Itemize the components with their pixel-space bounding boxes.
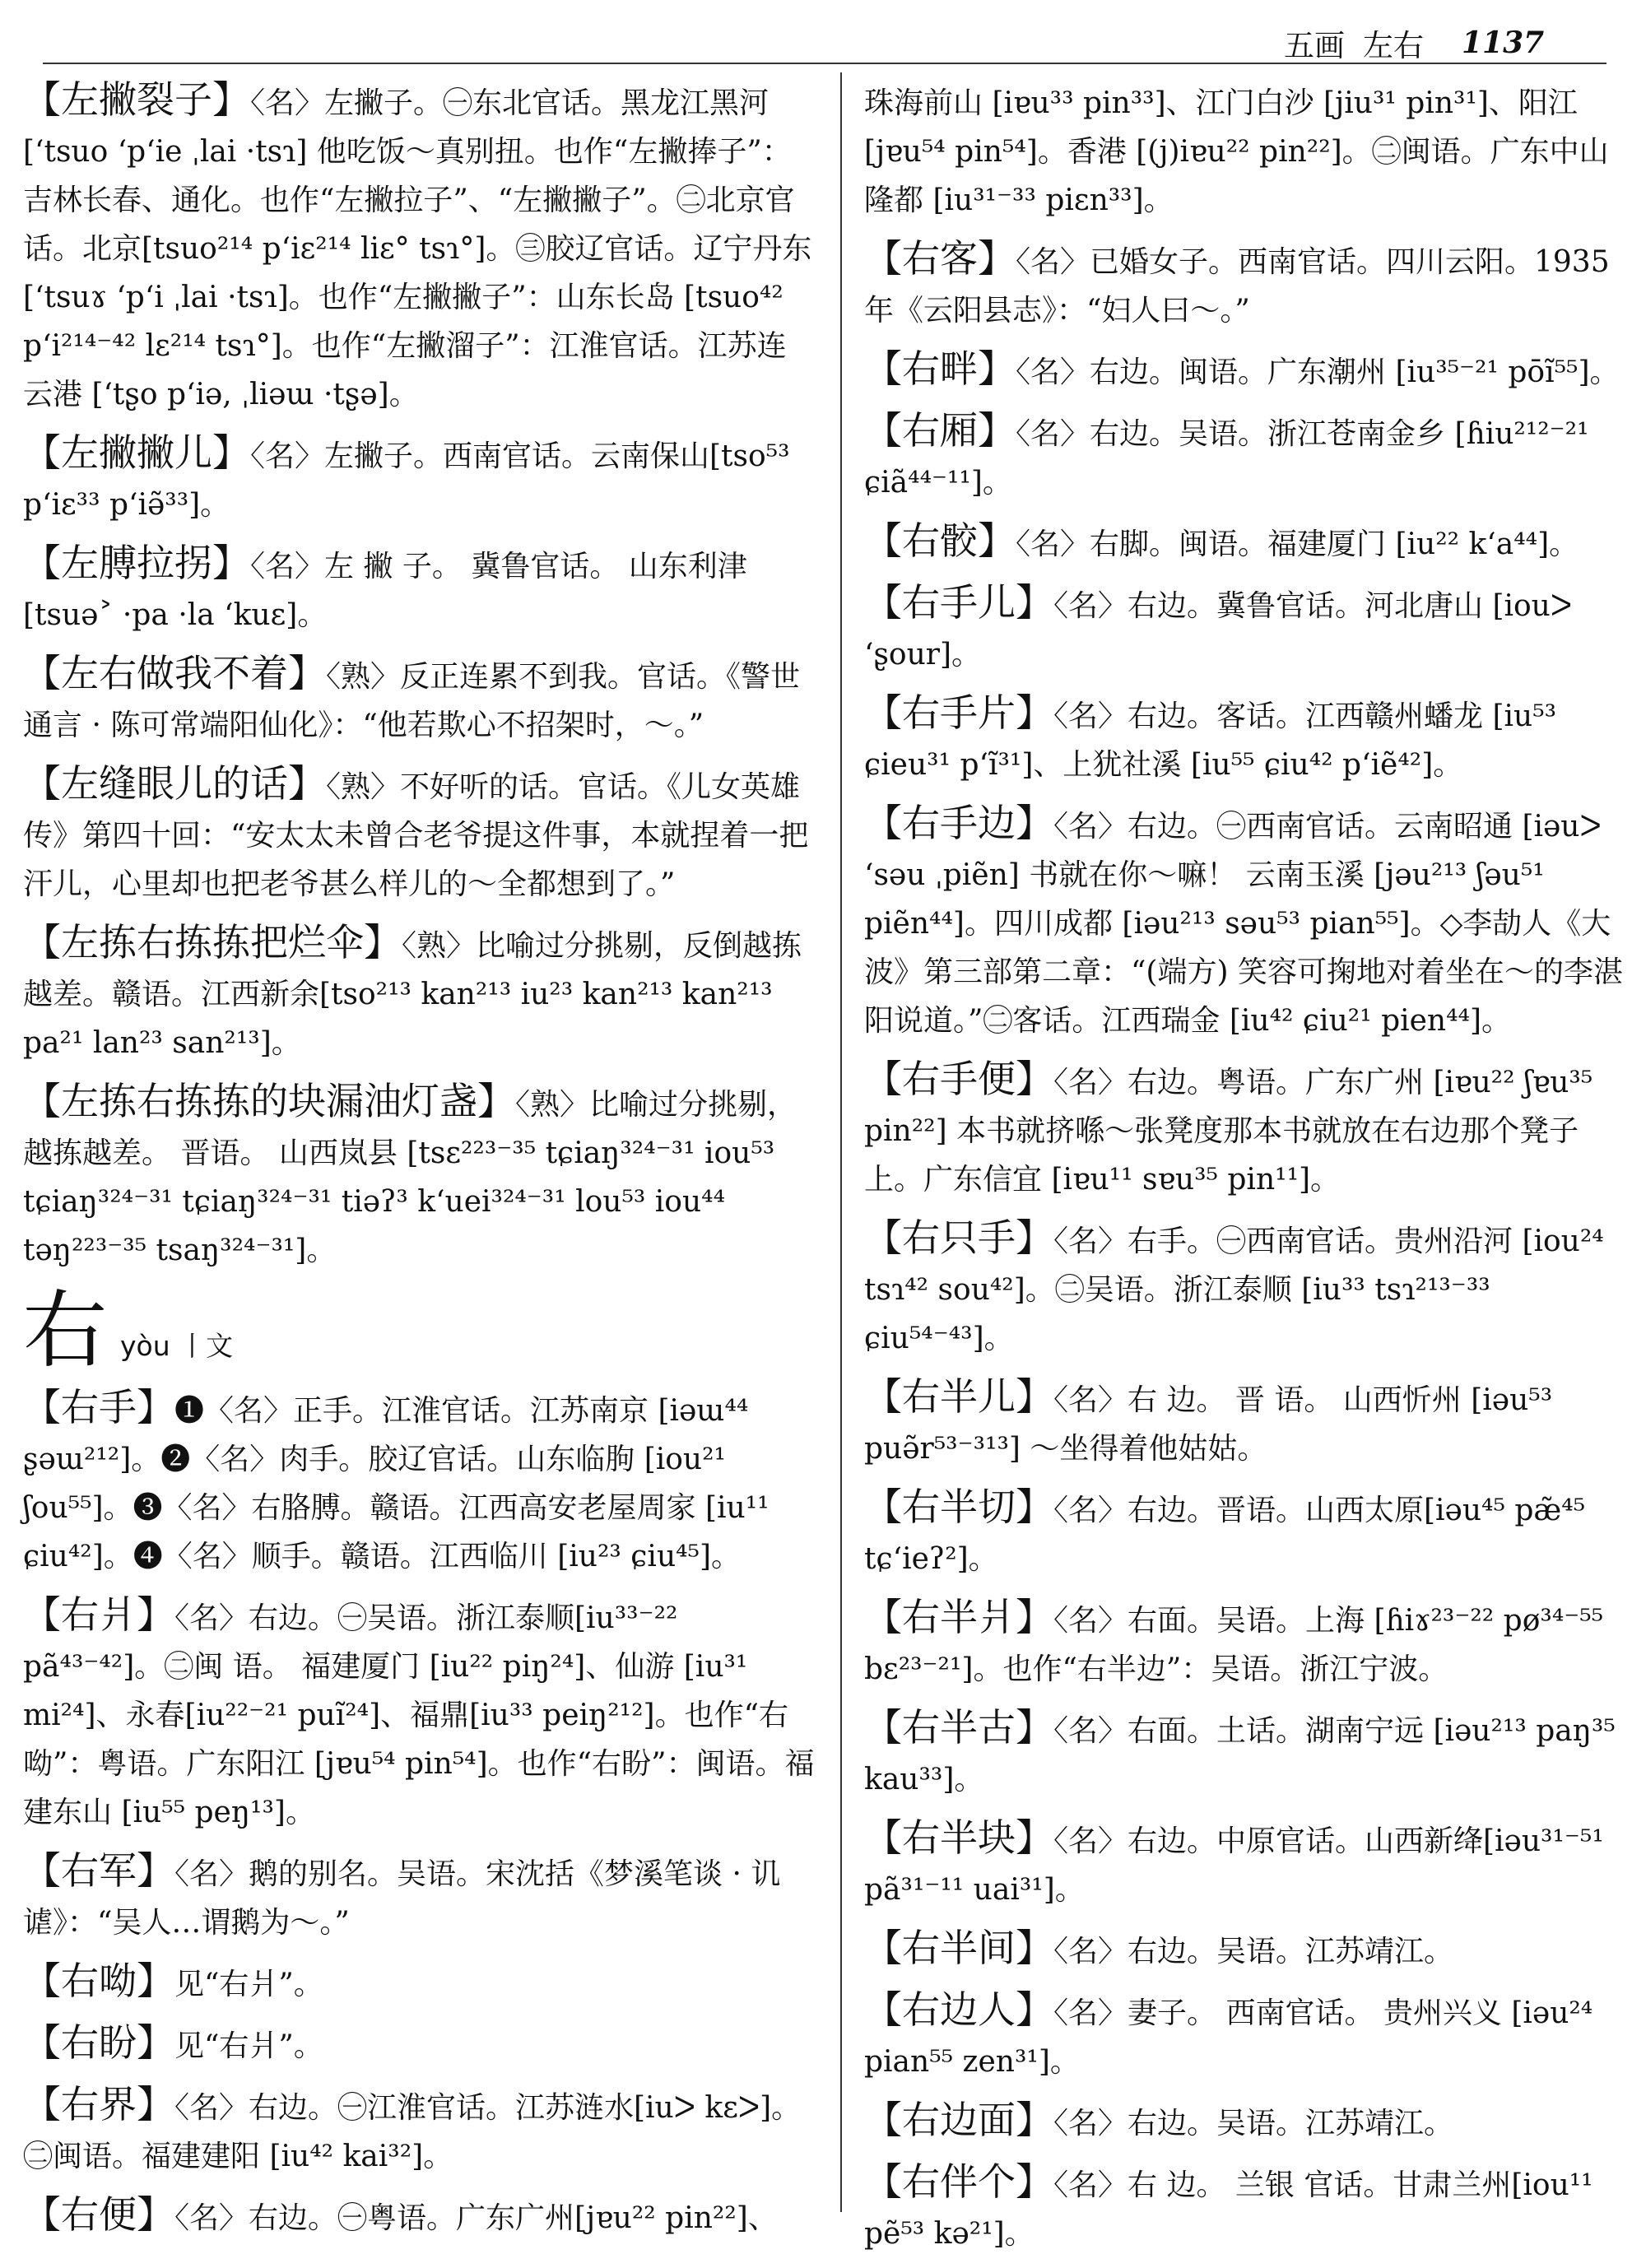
left-column [23,76,815,2252]
dictionary-entry [23,2191,815,2242]
entry-headword: 【左撇撇儿】 [23,430,250,475]
entry-headword: 【右畔】 [864,346,1016,391]
dictionary-entry [864,235,1634,335]
entry-headword: 【右伴个】 [864,2159,1053,2204]
entry-definition: 〈名〉右边。中原官话。山西新绛[iəu³¹⁻⁵¹ pã³¹⁻¹¹ uai³¹]。 [864,1824,1604,1907]
entry-definition: 〈名〉已婚女子。西南官话。四川云阳。1935年《云阳县志》：“妇人曰～。” [864,245,1610,328]
entry-headword: 【右客】 [864,236,1016,281]
entry-headword: 【右爿】 [23,1592,174,1637]
entry-headword: 【右军】 [23,1848,174,1893]
entry-headword: 【右半儿】 [864,1374,1053,1419]
dictionary-entry [864,1214,1634,1363]
dictionary-entry [23,1957,815,2009]
entry-definition: 〈名〉右 边。 晋 语。 山西忻州 [iəu⁵³ puə̃r⁵³⁻³¹³] ～坐得着他姑姑。 [864,1383,1553,1466]
entry-headword: 【右便】 [23,2192,174,2237]
entry-definition: 〈名〉妻子。 西南官话。 贵州兴义 [iəu²⁴ pian⁵⁵ zen³¹]。 [864,1996,1593,2079]
dictionary-entry [23,649,815,750]
dictionary-entry [864,689,1634,789]
dictionary-entry [23,2080,815,2181]
dictionary-entry [864,799,1634,1045]
page-number: 1137 [1462,26,1545,60]
dictionary-entry [23,2019,815,2070]
entry-headword: 【右半爿】 [864,1595,1053,1639]
entry-definition: 〈名〉右边。㊀西南官话。云南昭通 [iəuᐳ ʻsəu ˌpiẽn] 书就在你～嘛！ 云南玉溪 [jəu²¹³ ʃəu⁵¹ piẽn⁴⁴]。四川成都 [iəu²¹³ səu⁵³ pian⁵⁵]。◇李劼人《大波》第三部第二章：“(端方) 笑容可掬地对着坐在～的李湛阳说道。”㊁客话。江西瑞金 [iu⁴² ɕiu²¹ pien⁴⁴]。 [864,810,1623,1038]
dictionary-entry [864,1593,1634,1694]
entry-headword: 【右手儿】 [864,580,1053,625]
entry-definition: 〈名〉右边。吴语。江苏靖江。 [1053,1935,1454,1968]
entry-headword: 【右手】 [23,1385,174,1429]
right-column [864,76,1634,2268]
entry-headword: 【右边面】 [864,2098,1053,2142]
column-divider [840,72,842,2212]
entry-definition: 珠海前山 [iɐu³³ pin³³]、江门白沙 [jiu³¹ pin³¹]、阳江 [jɐu⁵⁴ pin⁵⁴]。香港 [(j)iɐu²² pin²²]。㊁闽语。广东中山隆都 [iu³¹⁻³³ piɛn³³]。 [864,86,1609,217]
entry-headword: 【右手边】 [864,801,1053,845]
entry-headword: 【左拣右拣拣把烂伞】 [23,920,402,964]
dictionary-entry [864,1986,1634,2086]
dictionary-entry [23,1077,815,1275]
entry-definition: 〈名〉右 边。 兰银 官话。甘肃兰州[iou¹¹ pẽ⁵³ kə²¹]。 [864,2168,1593,2251]
entry-definition: 〈名〉右边。吴语。江苏靖江。 [1053,2107,1454,2140]
page-header [1284,18,1613,67]
entry-headword: 【右半切】 [864,1485,1053,1529]
entry-headword: 【左缝眼儿的话】 [23,761,326,806]
headchar-block [23,1282,815,1380]
entry-definition: 〈名〉右边。㊀江淮官话。江苏涟水[iuᐳ kɛᐳ]。㊁闽语。福建建阳 [iu⁴² kai³²]。 [23,2091,802,2173]
dictionary-entry [864,1483,1634,1583]
entry-definition: 〈名〉右边。粤语。广东广州 [iɐu²² ʃɐu³⁵ pin²²] 本书就挤喺～张凳度那本书就放在右边那个凳子上。广东信宜 [iɐu¹¹ sɐu³⁵ pin¹¹]。 [864,1066,1593,1197]
entry-headword: 【右手便】 [864,1057,1053,1101]
entry-definition: 〈名〉鹅的别名。吴语。宋沈括《梦溪笔谈 · 讥谑》：“吴人…谓鹅为～。” [23,1857,781,1940]
entry-headword: 【右手片】 [864,690,1053,735]
dictionary-entry [23,539,815,639]
dictionary-entry [23,76,815,419]
entry-headword: 【右界】 [23,2082,174,2126]
entry-list-right [864,76,1634,2258]
dictionary-entry [23,429,815,529]
entry-definition: 〈熟〉比喻过分挑剔，越拣越差。 晋语。 山西岚县 [tsɛ²²³⁻³⁵ tɕiaŋ³²⁴⁻³¹ iou⁵³ tɕiaŋ³²⁴⁻³¹ tɕiaŋ³²⁴⁻³¹ tiəʔ³ kʻuei³²⁴⁻³¹ lou⁵³ iou⁴⁴ təŋ²²³⁻³⁵ tsaŋ³²⁴⁻³¹]。 [23,1088,797,1267]
dictionary-entry [23,1847,815,1947]
entry-definition: 〈名〉右边。冀鲁官话。河北唐山 [iouᐳ ʻʂour]。 [864,589,1573,672]
headchar: 右 [23,1282,107,1380]
dictionary-entry [864,517,1634,569]
entry-definition: 〈名〉左 撇 子。 冀鲁官话。 山东利津 [tsuə˃ ·pa ·la ʻkuɛ]。 [23,550,747,632]
entry-definition: 〈名〉右边。吴语。浙江苍南金乡 [ɦiu²¹²⁻²¹ ɕiã⁴⁴⁻¹¹]。 [864,417,1589,500]
entry-definition: 〈名〉右边。闽语。广东潮州 [iu³⁵⁻²¹ pōĩ⁵⁵]。 [1016,356,1620,389]
entry-list-after [23,1383,815,2242]
dictionary-entry [864,579,1634,679]
entry-definition: 〈名〉右脚。闽语。福建厦门 [iu²² kʻa⁴⁴]。 [1016,527,1579,561]
dictionary-entry [23,760,815,909]
entry-definition: 〈名〉右边。㊀粤语。广东广州[jɐu²² pin²²]、 [174,2201,778,2235]
entry-definition: 〈熟〉不好听的话。官话。《儿女英雄传》第四十回：“安太太未曾合老爷提这件事，本就捏着一把汗儿，心里却也把老爷甚么样儿的～全都想到了。” [23,770,809,901]
dictionary-entry [864,1924,1634,1976]
dictionary-entry [864,1814,1634,1914]
entry-headword: 【右边人】 [864,1987,1053,2032]
entry-definition: 〈名〉右面。土话。湖南宁远 [iəu²¹³ paŋ³⁵ kau³³]。 [864,1714,1616,1796]
entry-definition: 见“右爿”。 [174,1968,323,2001]
entry-headword: 【右半古】 [864,1705,1053,1750]
headchar-pinyin: yòu 丨文 [120,1330,234,1362]
entry-definition: 〈名〉右面。吴语。上海 [ɦiɤ²³⁻²² pø³⁴⁻⁵⁵ bɛ²³⁻²¹]。也作“右半边”：吴语。浙江宁波。 [864,1604,1604,1686]
entry-definition: 〈名〉右边。晋语。山西太原[iəu⁴⁵ pæ̃⁴⁵ tɕʻieʔ²]。 [864,1494,1586,1576]
dictionary-entry [864,407,1634,507]
entry-headword: 【左右做我不着】 [23,651,326,695]
dictionary-entry [864,345,1634,397]
dictionary-entry [864,2158,1634,2258]
entry-definition: 〈名〉右手。㊀西南官话。贵州沿河 [iou²⁴ tsɿ⁴² sou⁴²]。㊁吴语。浙江泰顺 [iu³³ tsɿ²¹³⁻³³ ɕiu⁵⁴⁻⁴³]。 [864,1225,1604,1355]
entry-headword: 【左拣右拣拣的块漏油灯盏】 [23,1079,515,1123]
headword-range: 左右 [1363,28,1424,63]
entry-definition: 〈名〉右边。㊀吴语。浙江泰顺[iu³³⁻²² pã⁴³⁻⁴²]。㊁闽 语。 福建厦门 [iu²² piŋ²⁴]、仙游 [iu³¹ mi²⁴]、永春[iu²²⁻²¹ puĩ²⁴]、福鼎[iu³³ peiŋ²¹²]。也作“右呦”：粤语。广东阳江 [jɐu⁵⁴ pin⁵⁴]。也作“右盼”：闽语。福建东山 [iu⁵⁵ peŋ¹³]。 [23,1601,815,1829]
dictionary-entry [864,1055,1634,1204]
entry-definition: 〈熟〉比喻过分挑剔，反倒越拣越差。赣语。江西新余[tso²¹³ kan²¹³ iu²³ kan²¹³ kan²¹³ pa²¹ lan²³ san²¹³]。 [23,929,802,1060]
entry-headword: 【左膊拉拐】 [23,541,250,585]
dictionary-entry [864,76,1634,225]
entry-definition: 〈熟〉反正连累不到我。官话。《警世通言 · 陈可常端阳仙化》：“他若欺心不招架时，～。” [23,660,801,742]
entry-headword: 【右呦】 [23,1959,174,2003]
section-label: 五画 [1284,28,1345,63]
dictionary-entry [864,2096,1634,2148]
dictionary-entry [23,1591,815,1837]
entry-headword: 【左撇裂子】 [23,77,250,122]
dictionary-entry [23,1383,815,1581]
dictionary-entry [864,1373,1634,1473]
header-rule [43,63,1606,64]
entry-definition: 〈名〉右边。客话。江西赣州蟠龙 [iu⁵³ ɕieu³¹ pʻĩ³¹]、上犹社溪 [iu⁵⁵ ɕiu⁴² pʻiẽ⁴²]。 [864,699,1557,782]
entry-headword: 【右骹】 [864,518,1016,563]
dictionary-entry [23,918,815,1067]
entry-headword: 【右半块】 [864,1815,1053,1860]
entry-headword: 【右厢】 [864,408,1016,453]
dictionary-entry [864,1703,1634,1804]
entry-definition: 〈名〉左撇子。㊀东北官话。黑龙江黑河 [ʻtsuo ʻpʻie ˌlai ·tsɿ] 他吃饭～真别扭。也作“左撇捧子”：吉林长春、通化。也作“左撇拉子”、“左撇撇子”。㊁北京官话。北京[tsuo²¹⁴ pʻiɛ²¹⁴ liɛ° tsɿ°]。㊂胶辽官话。辽宁丹东 [ʻtsuɤ ʻpʻi ˌlai ·tsɿ]。也作“左撇撇子”：山东长岛 [tsuo⁴² pʻi²¹⁴⁻⁴² lɛ²¹⁴ tsɿ°]。也作“左撇溜子”：江淮官话。江苏连云港 [ʻtʂo pʻiə, ˌliəɯ ·tʂə]。 [23,86,812,411]
entry-headword: 【右半间】 [864,1926,1053,1970]
entry-definition: ❶〈名〉正手。江淮官话。江苏南京 [iəɯ⁴⁴ ʂəɯ²¹²]。❷〈名〉肉手。胶辽官话。山东临朐 [iou²¹ ʃou⁵⁵]。❸〈名〉右胳膊。赣语。江西高安老屋周家 [iu¹¹ ɕiu⁴²]。❹〈名〉顺手。赣语。江西临川 [iu²³ ɕiu⁴⁵]。 [23,1394,770,1573]
entry-list-before [23,76,815,1275]
entry-headword: 【右盼】 [23,2020,174,2065]
entry-definition: 〈名〉左撇子。西南官话。云南保山[tso⁵³ pʻiɛ³³ pʻiə̃³³]。 [23,439,790,522]
entry-headword: 【右只手】 [864,1215,1053,1260]
entry-definition: 见“右爿”。 [174,2029,323,2063]
